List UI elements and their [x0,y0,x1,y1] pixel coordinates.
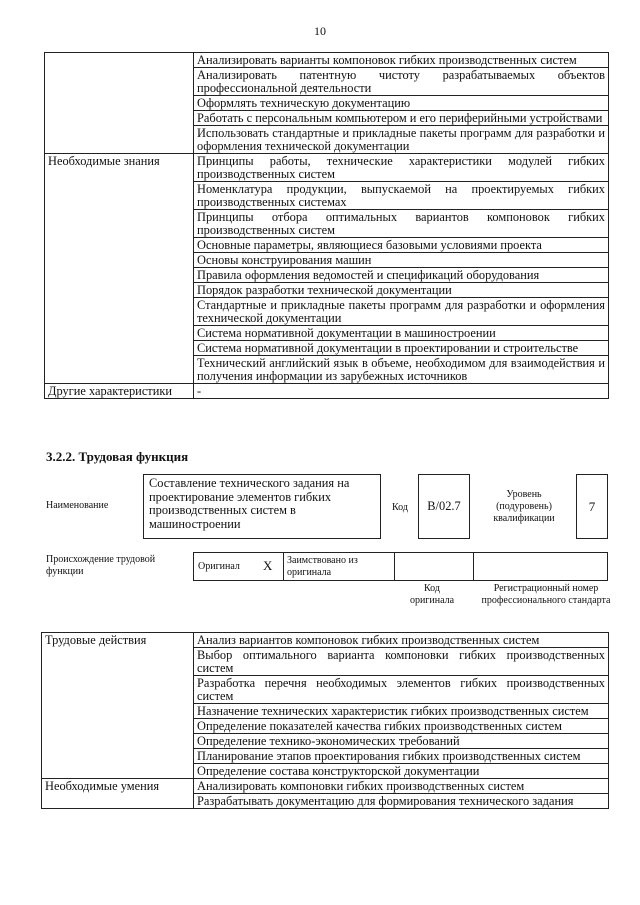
row-item: Анализировать варианты компоновок гибких производственных систем [194,53,609,68]
level-label: Уровень (подуровень) квалификации [493,489,555,524]
row-item: Основы конструирования машин [194,253,609,268]
code-original-label: Код оригинала [409,583,455,606]
row-item: Порядок разработки технической документации [194,283,609,298]
row-item: Разработка перечня необходимых элементов гибких производственных систем [194,676,609,704]
code-box [418,474,470,539]
row-label: Необходимые знания [45,154,194,384]
borrowed-label: Заимствовано из оригинала [287,555,358,578]
row-item: Разрабатывать документацию для формирования технического задания [194,794,609,809]
reg-number-label: Регистрационный номер профессионального стандарта [481,583,611,606]
origin-cell-dividers [193,552,608,581]
original-label: Оригинал [198,561,240,572]
row-item: Принципы работы, технические характеристики модулей гибких производственных систем [194,154,609,182]
row-label: Другие характеристики [45,384,194,399]
row-item: Принципы отбора оптимальных вариантов компоновок гибких производственных систем [194,210,609,238]
top-competency-table [44,52,609,399]
row-item: Основные параметры, являющиеся базовыми условиями проекта [194,238,609,253]
row-item: Система нормативной документации в проектировании и строительстве [194,341,609,356]
code-label: Код [392,502,408,513]
row-label: Трудовые действия [42,633,194,779]
name-label: Наименование [46,500,109,511]
row-item: Оформлять техническую документацию [194,96,609,111]
original-mark: X [263,558,273,573]
row-item: Определение состава конструкторской документации [194,764,609,779]
row-item: Определение технико-экономических требований [194,734,609,749]
code-value: B/02.7 [427,499,461,513]
function-name: Составление технического задания на проектирование элементов гибких производственных систем в машиностроении [149,476,350,531]
table-row [42,633,609,648]
row-label [45,53,194,154]
row-item: Номенклатура продукции, выпускаемой на проектируемых гибких производственных системах [194,182,609,210]
row-label: Необходимые умения [42,779,194,809]
row-item: Работать с персональным компьютером и его периферийными устройствами [194,111,609,126]
table-row [45,53,609,68]
row-item: Определение показателей качества гибких производственных систем [194,719,609,734]
row-item: Правила оформления ведомостей и спецификаций оборудования [194,268,609,283]
row-item: Анализировать патентную чистоту разрабатываемых объектов профессиональной деятельности [194,68,609,96]
row-item: Стандартные и прикладные пакеты программ для разработки и оформления технической документации [194,298,609,326]
table-row [45,154,609,182]
origin-label: Происхождение трудовой функции [46,554,156,577]
row-item: Выбор оптимального варианта компоновки гибких производственных систем [194,648,609,676]
row-item: - [194,384,609,399]
section-title: 3.2.2. Трудовая функция [46,449,189,464]
page-number: 10 [314,24,326,38]
row-item: Планирование этапов проектирования гибких производственных систем [194,749,609,764]
function-name-box [143,474,381,539]
bottom-competency-table [41,632,609,809]
row-item: Назначение технических характеристик гибких производственных систем [194,704,609,719]
table-row [45,384,609,399]
level-box [576,474,608,539]
row-item: Использовать стандартные и прикладные пакеты программ для разработки и оформления технической документации [194,126,609,154]
row-item: Анализировать компоновки гибких производственных систем [194,779,609,794]
row-item: Технический английский язык в объеме, необходимом для взаимодействия и получения информации из зарубежных источников [194,356,609,384]
row-item: Система нормативной документации в машиностроении [194,326,609,341]
level-value: 7 [588,499,596,514]
row-item: Анализ вариантов компоновок гибких производственных систем [194,633,609,648]
table-row [42,779,609,794]
